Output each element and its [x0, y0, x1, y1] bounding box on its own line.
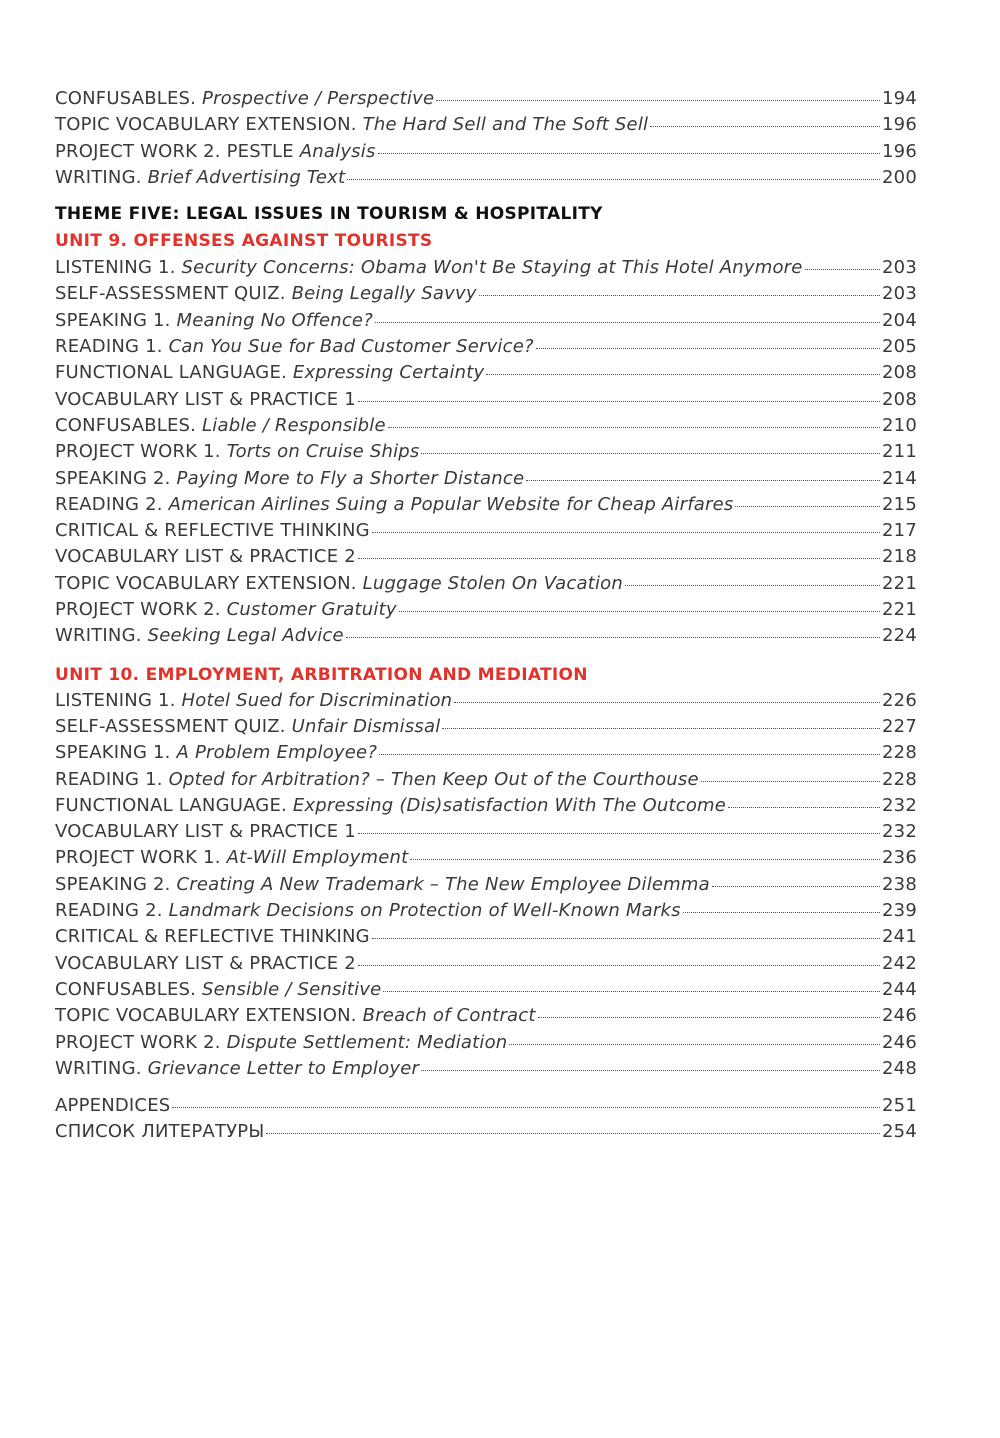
entry-label — [55, 951, 356, 977]
toc-entry — [55, 793, 917, 819]
entry-label — [55, 845, 408, 871]
entry-label — [55, 924, 370, 950]
entry-prefix: READING 2. — [55, 493, 163, 515]
entry-prefix: WRITING. — [55, 1057, 142, 1079]
page-number: 203 — [882, 257, 917, 279]
dot-leader — [536, 348, 880, 349]
entry-label — [55, 387, 356, 413]
page-number: 228 — [882, 768, 917, 790]
dot-leader — [538, 1017, 880, 1018]
toc-entry — [55, 439, 917, 465]
toc-entry — [55, 1056, 917, 1082]
entry-title: Sensible / Sensitive — [202, 978, 382, 1000]
theme-heading: THEME FIVE: LEGAL ISSUES IN TOURISM & HOSPITALITY — [55, 204, 603, 225]
page-number: 215 — [882, 493, 917, 515]
entry-label — [55, 1093, 170, 1119]
dot-leader — [410, 859, 880, 860]
page-number: 210 — [882, 414, 917, 436]
entry-title: At-Will Employment — [226, 847, 409, 869]
unit-9-entries — [55, 255, 917, 649]
entry-prefix: WRITING. — [55, 166, 142, 188]
entry-label — [55, 334, 534, 360]
entry-title: Meaning No Offence? — [176, 309, 373, 331]
toc-entry — [55, 255, 917, 281]
dot-leader — [388, 427, 880, 428]
entry-label — [55, 977, 381, 1003]
page-number: 232 — [882, 821, 917, 843]
dot-leader — [479, 295, 880, 296]
page-number: 239 — [882, 900, 917, 922]
entry-label — [55, 898, 681, 924]
entry-prefix: PROJECT WORK 1. — [55, 441, 221, 463]
page-number: 196 — [882, 140, 917, 162]
entry-prefix: CONFUSABLES. — [55, 88, 197, 109]
dot-leader — [378, 153, 881, 154]
entry-prefix: SELF-ASSESSMENT QUIZ. — [55, 715, 286, 737]
entry-prefix: READING 2. — [55, 900, 163, 922]
entry-title: American Airlines Suing a Popular Website for Cheap Airfares — [168, 493, 734, 515]
entry-prefix: SPEAKING 1. — [55, 309, 171, 331]
entry-prefix: CRITICAL & REFLECTIVE THINKING — [55, 520, 370, 542]
dot-leader — [728, 807, 880, 808]
page-number: 194 — [882, 88, 917, 109]
table-of-contents — [55, 86, 917, 1146]
entry-label — [55, 139, 376, 165]
entry-label — [55, 439, 419, 465]
dot-leader — [421, 1070, 880, 1071]
page-number: 208 — [882, 388, 917, 410]
dot-leader — [358, 965, 880, 966]
entry-title: Creating A New Trademark – The New Employee Dilemma — [176, 873, 710, 895]
spacer — [55, 1082, 917, 1093]
entry-prefix: CONFUSABLES. — [55, 414, 197, 436]
page-number: 221 — [882, 599, 917, 621]
toc-entry — [55, 308, 917, 334]
entry-prefix: PROJECT WORK 1. — [55, 847, 221, 869]
toc-entry — [55, 544, 917, 570]
dot-leader — [358, 558, 880, 559]
toc-entry — [55, 165, 917, 191]
entry-prefix: TOPIC VOCABULARY EXTENSION. — [55, 572, 357, 594]
entry-prefix: FUNCTIONAL LANGUAGE. — [55, 362, 287, 384]
entry-label — [55, 281, 477, 307]
entry-prefix: PROJECT WORK 2. — [55, 1031, 221, 1053]
entry-prefix: TOPIC VOCABULARY EXTENSION. — [55, 114, 357, 136]
entry-label — [55, 767, 699, 793]
page-number: 244 — [882, 978, 917, 1000]
toc-entry — [55, 767, 917, 793]
dot-leader — [442, 728, 880, 729]
page-number: 204 — [882, 309, 917, 331]
dot-leader — [372, 938, 880, 939]
end-entries — [55, 1093, 917, 1146]
page-number: 196 — [882, 114, 917, 136]
dot-leader — [383, 991, 880, 992]
dot-leader — [735, 506, 880, 507]
entry-label — [55, 688, 452, 714]
page-number: 226 — [882, 689, 917, 711]
page-number: 236 — [882, 847, 917, 869]
page-number: 208 — [882, 362, 917, 384]
entry-label — [55, 740, 377, 766]
top-entries — [55, 86, 917, 191]
toc-entry — [55, 413, 917, 439]
entry-prefix: PROJECT WORK 2. PESTLE — [55, 140, 294, 162]
dot-leader — [436, 100, 880, 101]
entry-label — [55, 86, 434, 112]
dot-leader — [358, 833, 880, 834]
entry-label — [55, 518, 370, 544]
toc-entry — [55, 492, 917, 518]
toc-entry — [55, 1003, 917, 1029]
toc-entry — [55, 845, 917, 871]
entry-title: Expressing Certainty — [292, 362, 485, 384]
entry-label — [55, 112, 648, 138]
dot-leader — [372, 532, 880, 533]
page-number: 242 — [882, 952, 917, 974]
unit-10-heading: UNIT 10. EMPLOYMENT, ARBITRATION AND MEDIATION — [55, 664, 588, 685]
entry-prefix: READING 1. — [55, 768, 163, 790]
entry-prefix: VOCABULARY LIST & PRACTICE 2 — [55, 546, 356, 568]
page-number: 248 — [882, 1057, 917, 1079]
dot-leader — [526, 480, 880, 481]
entry-prefix: VOCABULARY LIST & PRACTICE 1 — [55, 821, 356, 843]
entry-label — [55, 413, 386, 439]
toc-entry — [55, 819, 917, 845]
entry-label — [55, 1119, 264, 1145]
toc-entry — [55, 334, 917, 360]
dot-leader — [509, 1044, 880, 1045]
entry-prefix: CRITICAL & REFLECTIVE THINKING — [55, 926, 370, 948]
entry-prefix: SELF-ASSESSMENT QUIZ. — [55, 283, 286, 305]
toc-entry — [55, 597, 917, 623]
toc-entry — [55, 688, 917, 714]
dot-leader — [266, 1133, 880, 1134]
toc-entry — [55, 623, 917, 649]
entry-prefix: СПИСОК ЛИТЕРАТУРЫ — [55, 1121, 265, 1143]
unit-10-entries — [55, 688, 917, 1082]
entry-prefix: LISTENING 1. — [55, 689, 176, 711]
entry-title: Dispute Settlement: Mediation — [226, 1031, 508, 1053]
dot-leader — [346, 637, 880, 638]
page-number: 217 — [882, 520, 917, 542]
entry-label — [55, 819, 356, 845]
entry-label — [55, 597, 397, 623]
toc-entry — [55, 112, 917, 138]
dot-leader — [421, 453, 880, 454]
entry-label — [55, 165, 345, 191]
entry-label — [55, 308, 373, 334]
page-number: 218 — [882, 546, 917, 568]
entry-label — [55, 360, 484, 386]
page-number: 241 — [882, 926, 917, 948]
entry-prefix: CONFUSABLES. — [55, 978, 197, 1000]
entry-title: Liable / Responsible — [202, 414, 386, 436]
entry-prefix: APPENDICES — [55, 1095, 171, 1117]
entry-title: Expressing (Dis)satisfaction With The Outcome — [292, 794, 727, 816]
toc-entry — [55, 571, 917, 597]
toc-entry — [55, 466, 917, 492]
entry-title: Analysis — [299, 140, 376, 162]
dot-leader — [650, 126, 880, 127]
dot-leader — [486, 374, 880, 375]
entry-prefix: READING 1. — [55, 336, 163, 358]
toc-entry — [55, 951, 917, 977]
entry-label — [55, 255, 803, 281]
dot-leader — [625, 585, 880, 586]
page-number: 203 — [882, 283, 917, 305]
dot-leader — [172, 1107, 880, 1108]
entry-label — [55, 492, 733, 518]
toc-entry-references — [55, 1119, 917, 1145]
dot-leader — [347, 179, 880, 180]
entry-label — [55, 1003, 536, 1029]
entry-label — [55, 714, 440, 740]
dot-leader — [358, 401, 880, 402]
toc-entry — [55, 977, 917, 1003]
entry-label — [55, 544, 356, 570]
page-number: 251 — [882, 1095, 917, 1117]
toc-entry-appendices — [55, 1093, 917, 1119]
dot-leader — [454, 702, 880, 703]
entry-title: Hotel Sued for Discrimination — [181, 689, 453, 711]
page-number: 232 — [882, 794, 917, 816]
toc-entry — [55, 872, 917, 898]
toc-entry — [55, 139, 917, 165]
entry-label — [55, 466, 524, 492]
page-number: 200 — [882, 166, 917, 188]
page-number: 211 — [882, 441, 917, 463]
page-number: 246 — [882, 1005, 917, 1027]
entry-title: Luggage Stolen On Vacation — [362, 572, 623, 594]
dot-leader — [375, 322, 880, 323]
entry-label — [55, 872, 710, 898]
toc-entry — [55, 281, 917, 307]
dot-leader — [805, 269, 880, 270]
entry-title: Being Legally Savvy — [291, 283, 477, 305]
entry-label — [55, 1056, 419, 1082]
entry-title: Unfair Dismissal — [291, 715, 441, 737]
dot-leader — [399, 611, 880, 612]
entry-label — [55, 623, 344, 649]
entry-label — [55, 793, 726, 819]
page-number: 224 — [882, 625, 917, 647]
toc-entry — [55, 86, 917, 112]
entry-prefix: SPEAKING 2. — [55, 873, 171, 895]
page-number: 205 — [882, 336, 917, 358]
entry-title: Can You Sue for Bad Customer Service? — [168, 336, 534, 358]
entry-title: A Problem Employee? — [176, 742, 378, 764]
entry-prefix: PROJECT WORK 2. — [55, 599, 221, 621]
unit-9-heading: UNIT 9. OFFENSES AGAINST TOURISTS — [55, 231, 433, 252]
entry-title: Customer Gratuity — [226, 599, 397, 621]
toc-entry — [55, 740, 917, 766]
entry-title: The Hard Sell and The Soft Sell — [362, 114, 649, 136]
page-number: 238 — [882, 873, 917, 895]
page-number: 246 — [882, 1031, 917, 1053]
entry-label — [55, 1030, 507, 1056]
entry-prefix: FUNCTIONAL LANGUAGE. — [55, 794, 287, 816]
entry-prefix: WRITING. — [55, 625, 142, 647]
toc-entry — [55, 714, 917, 740]
toc-entry — [55, 1030, 917, 1056]
entry-title: Paying More to Fly a Shorter Distance — [176, 467, 525, 489]
page-number: 221 — [882, 572, 917, 594]
entry-title: Brief Advertising Text — [147, 166, 346, 188]
entry-prefix: SPEAKING 2. — [55, 467, 171, 489]
toc-entry — [55, 898, 917, 924]
toc-entry — [55, 387, 917, 413]
entry-title: Breach of Contract — [362, 1005, 536, 1027]
entry-title: Seeking Legal Advice — [147, 625, 344, 647]
entry-prefix: TOPIC VOCABULARY EXTENSION. — [55, 1005, 357, 1027]
entry-title: Grievance Letter to Employer — [147, 1057, 420, 1079]
entry-prefix: VOCABULARY LIST & PRACTICE 2 — [55, 952, 356, 974]
entry-title: Torts on Cruise Ships — [226, 441, 420, 463]
dot-leader — [701, 781, 880, 782]
dot-leader — [683, 912, 880, 913]
entry-prefix: VOCABULARY LIST & PRACTICE 1 — [55, 388, 356, 410]
toc-entry — [55, 518, 917, 544]
toc-entry — [55, 360, 917, 386]
entry-title: Prospective / Perspective — [202, 88, 435, 109]
page-number: 214 — [882, 467, 917, 489]
entry-prefix: SPEAKING 1. — [55, 742, 171, 764]
page-number: 227 — [882, 715, 917, 737]
dot-leader — [712, 886, 880, 887]
entry-title: Landmark Decisions on Protection of Well-Known Marks — [168, 900, 681, 922]
toc-entry — [55, 924, 917, 950]
entry-label — [55, 571, 623, 597]
page-number: 254 — [882, 1121, 917, 1143]
entry-prefix: LISTENING 1. — [55, 257, 176, 279]
dot-leader — [379, 754, 880, 755]
entry-title: Security Concerns: Obama Won't Be Staying at This Hotel Anymore — [181, 257, 803, 279]
page-number: 228 — [882, 742, 917, 764]
entry-title: Opted for Arbitration? – Then Keep Out of the Courthouse — [168, 768, 699, 790]
